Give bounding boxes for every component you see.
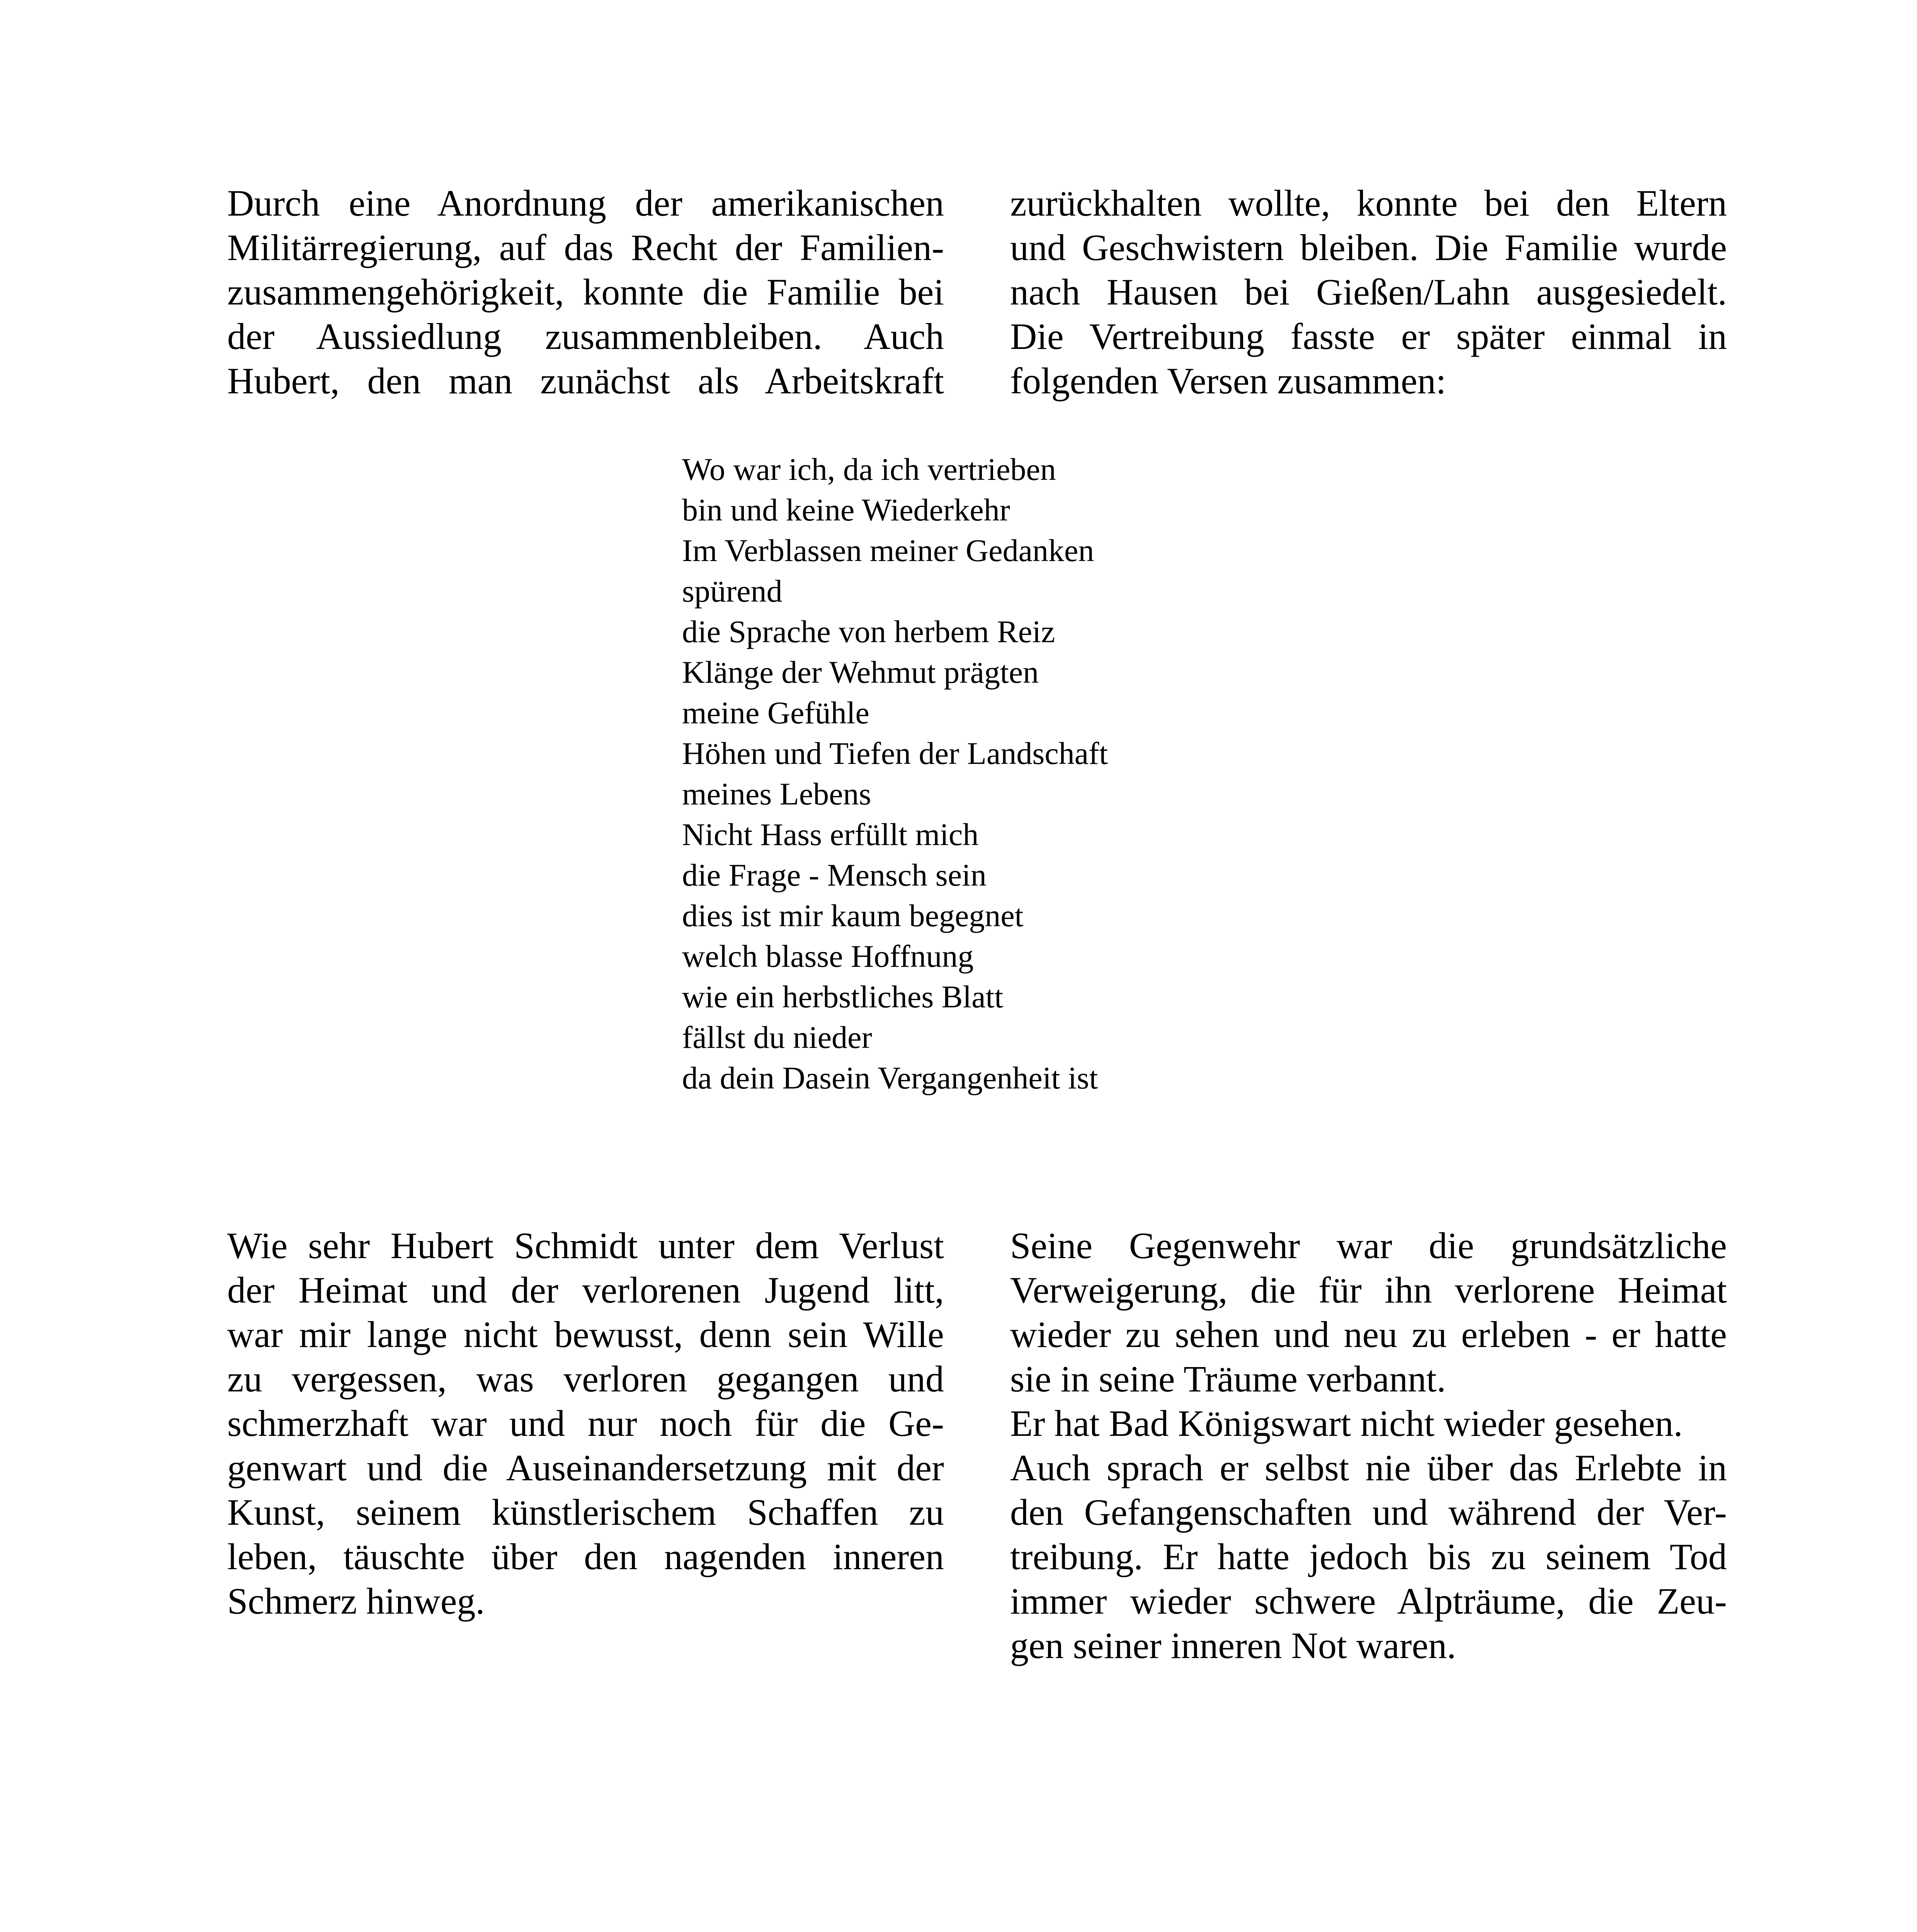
text-line: Durch eine Anordnung der amerikanischen <box>227 182 944 224</box>
poem-line: da dein Dasein Vergangenheit ist <box>682 1060 1098 1095</box>
top-right-paragraph <box>1010 181 1727 403</box>
text-line: Hubert, den man zunächst als Arbeitskraft <box>227 360 944 401</box>
poem <box>682 449 1223 1098</box>
text-line: zurückhalten wollte, konnte bei den Eltern <box>1010 182 1727 224</box>
text-line: zusammengehörigkeit, konnte die Familie bei <box>227 271 944 313</box>
text-line: und Geschwistern bleiben. Die Familie wurde <box>1010 227 1727 268</box>
poem-line: bin und keine Wiederkehr <box>682 492 1010 527</box>
text-line: Er hat Bad Königswart nicht wieder gesehen. <box>1010 1403 1683 1444</box>
text-line: folgenden Versen zusammen: <box>1010 360 1446 401</box>
poem-line: Höhen und Tiefen der Landschaft <box>682 736 1108 771</box>
text-line: Auch sprach er selbst nie über das Erlebte in <box>1010 1447 1727 1488</box>
text-line: wieder zu sehen und neu zu erleben - er hatte <box>1010 1314 1727 1355</box>
text-line: genwart und die Auseinandersetzung mit der <box>227 1447 944 1488</box>
poem-line: meines Lebens <box>682 776 871 811</box>
poem-line: Klänge der Wehmut prägten <box>682 655 1039 690</box>
poem-line: Wo war ich, da ich vertrieben <box>682 452 1056 487</box>
poem-line: die Sprache von herbem Reiz <box>682 614 1055 649</box>
poem-line: meine Gefühle <box>682 695 869 730</box>
top-left-paragraph <box>227 181 944 403</box>
poem-line: Im Verblassen meiner Gedanken <box>682 533 1094 568</box>
text-line: immer wieder schwere Alpträume, die Zeu- <box>1010 1580 1727 1622</box>
text-line: der Aussiedlung zusammenbleiben. Auch <box>227 316 944 357</box>
text-line: treibung. Er hatte jedoch bis zu seinem Tod <box>1010 1536 1727 1577</box>
poem-line: Nicht Hass erfüllt mich <box>682 817 979 852</box>
text-line: Kunst, seinem künstlerischem Schaffen zu <box>227 1492 944 1533</box>
text-line: schmerzhaft war und nur noch für die Ge- <box>227 1403 944 1444</box>
text-line: sie in seine Träume verbannt. <box>1010 1358 1446 1400</box>
text-line: gen seiner inneren Not waren. <box>1010 1625 1456 1666</box>
poem-line: spürend <box>682 573 782 609</box>
text-line: den Gefangenschaften und während der Ver- <box>1010 1492 1727 1533</box>
text-line: leben, täuschte über den nagenden inneren <box>227 1536 944 1577</box>
bottom-left-paragraph <box>227 1223 944 1623</box>
text-line: nach Hausen bei Gießen/Lahn ausgesiedelt. <box>1010 271 1727 313</box>
text-line: Die Vertreibung fasste er später einmal in <box>1010 316 1727 357</box>
bottom-right-paragraph <box>1010 1223 1727 1668</box>
text-line: Militärregierung, auf das Recht der Familien- <box>227 227 944 268</box>
text-line: der Heimat und der verlorenen Jugend litt, <box>227 1269 944 1311</box>
poem-line: dies ist mir kaum begegnet <box>682 898 1024 933</box>
text-line: Schmerz hinweg. <box>227 1580 485 1622</box>
poem-line: die Frage - Mensch sein <box>682 857 987 893</box>
poem-line: wie ein herbstliches Blatt <box>682 979 1004 1014</box>
text-line: Verweigerung, die für ihn verlorene Heimat <box>1010 1269 1727 1311</box>
text-line: Wie sehr Hubert Schmidt unter dem Verlust <box>227 1225 944 1266</box>
poem-line: welch blasse Hoffnung <box>682 939 974 974</box>
text-line: Seine Gegenwehr war die grundsätzliche <box>1010 1225 1727 1266</box>
text-line: zu vergessen, was verloren gegangen und <box>227 1358 944 1400</box>
text-line: war mir lange nicht bewusst, denn sein Wille <box>227 1314 944 1355</box>
poem-line: fällst du nieder <box>682 1020 872 1055</box>
